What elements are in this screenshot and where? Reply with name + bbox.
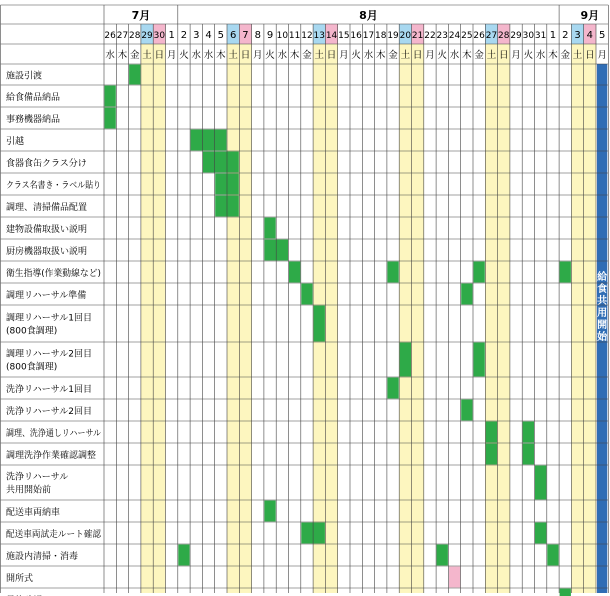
service-start-label-char: 食 xyxy=(597,284,608,295)
weekday-label: 土 xyxy=(572,50,583,61)
weekday-label: 水 xyxy=(105,50,115,61)
task-bar xyxy=(264,218,275,239)
task-bar xyxy=(191,130,227,151)
task-label: 洗浄リハーサル1回目 xyxy=(6,385,93,395)
task-label: 洗浄リハーサル xyxy=(6,472,69,483)
date-number: 30 xyxy=(522,30,535,40)
date-number: 22 xyxy=(424,30,436,40)
weekday-label: 水 xyxy=(363,50,374,61)
task-label: 開所式 xyxy=(6,574,34,584)
date-number: 31 xyxy=(534,30,547,40)
weekday-label: 月 xyxy=(339,50,349,61)
weekday-label: 木 xyxy=(289,50,300,61)
task-label: 配送車両納車 xyxy=(6,508,61,518)
service-start-label-char: 用 xyxy=(597,308,608,319)
date-number: 6 xyxy=(229,30,237,41)
date-number: 14 xyxy=(325,30,338,40)
date-number: 2 xyxy=(180,30,188,41)
date-number: 15 xyxy=(338,30,350,40)
weekend-column xyxy=(399,64,411,593)
weekday-label: 日 xyxy=(585,50,595,61)
task-bar xyxy=(400,343,411,377)
weekday-label: 火 xyxy=(351,50,361,61)
weekday-label: 月 xyxy=(166,50,177,61)
weekend-column xyxy=(571,64,583,593)
weekday-label: 木 xyxy=(375,50,386,61)
task-bar xyxy=(289,262,300,283)
month-label: 9月 xyxy=(580,9,600,22)
date-number: 4 xyxy=(205,30,212,41)
weekend-column xyxy=(239,64,251,593)
weekday-label: 水 xyxy=(191,50,202,61)
weekend-column xyxy=(153,64,165,593)
task-label: 洗浄リハーサル2回目 xyxy=(6,407,93,417)
task-label: 調理、清掃備品配置 xyxy=(6,203,88,213)
task-label: 調理リハーサル2回目 xyxy=(6,349,93,360)
task-bar xyxy=(264,501,275,522)
weekday-label: 水 xyxy=(277,50,288,61)
weekday-label: 月 xyxy=(252,50,263,61)
date-number: 21 xyxy=(411,30,424,40)
weekday-label: 日 xyxy=(240,50,251,61)
task-bar xyxy=(203,152,239,173)
date-number: 26 xyxy=(104,30,116,40)
month-label: 8月 xyxy=(359,9,378,22)
date-number: 27 xyxy=(485,30,498,40)
date-number: 13 xyxy=(313,30,325,40)
weekday-label: 金 xyxy=(129,50,140,61)
weekday-label: 水 xyxy=(535,50,546,61)
date-number: 12 xyxy=(301,30,313,40)
weekday-label: 木 xyxy=(462,50,472,61)
service-start-label-char: 始 xyxy=(597,332,608,343)
date-number: 11 xyxy=(288,30,301,40)
weekday-label: 月 xyxy=(597,50,607,61)
date-number: 1 xyxy=(549,30,557,41)
date-number: 27 xyxy=(116,30,129,40)
task-label: 配送車両試走ルート確認 xyxy=(6,530,106,540)
weekend-column xyxy=(227,64,239,593)
task-label: 調理洗浄作業確認調整 xyxy=(6,451,97,461)
service-start-label-char: 開 xyxy=(597,320,608,331)
ceremony-bar xyxy=(449,567,460,588)
date-number: 9 xyxy=(266,30,274,41)
weekend-column xyxy=(485,64,497,593)
weekday-label: 水 xyxy=(449,50,460,61)
task-label: クラス名書き・ラベル貼り xyxy=(6,181,114,191)
task-bar xyxy=(301,284,312,305)
date-number: 30 xyxy=(153,30,166,40)
weekday-label: 木 xyxy=(216,50,226,61)
month-label: 7月 xyxy=(131,9,151,22)
weekday-label: 日 xyxy=(326,50,337,61)
date-number: 2 xyxy=(562,30,569,41)
task-bar xyxy=(474,343,485,377)
task-label: 事務機器納品 xyxy=(6,115,61,125)
weekday-label: 水 xyxy=(203,50,214,61)
task-label: 調理リハーサル準備 xyxy=(6,291,87,301)
date-number: 26 xyxy=(473,30,485,40)
task-label: 厨房機器取扱い説明 xyxy=(6,247,88,257)
task-bar xyxy=(486,444,497,465)
date-number: 25 xyxy=(461,30,473,40)
weekday-label: 金 xyxy=(302,50,312,61)
date-number: 4 xyxy=(586,30,594,41)
task-bar xyxy=(105,108,116,129)
weekday-label: 火 xyxy=(437,50,448,61)
task-bar xyxy=(387,378,398,399)
task-label: 給食備品納品 xyxy=(6,93,61,103)
weekday-label: 金 xyxy=(388,50,398,61)
weekday-label: 木 xyxy=(117,50,128,61)
task-bar xyxy=(474,262,485,283)
task-label: 食器食缶クラス分け xyxy=(6,159,87,169)
date-number: 1 xyxy=(168,30,175,41)
task-label: 施設引渡 xyxy=(6,71,43,82)
date-number: 18 xyxy=(375,30,387,40)
date-number: 5 xyxy=(217,30,225,41)
task-bar xyxy=(387,262,398,283)
weekday-label: 日 xyxy=(412,50,423,61)
task-bar xyxy=(535,466,546,500)
service-start-label-char: 給 xyxy=(597,272,608,283)
task-label: (800食調理) xyxy=(6,326,58,337)
task-bar xyxy=(105,86,116,107)
date-number: 23 xyxy=(436,30,448,40)
task-bar xyxy=(178,545,189,566)
weekday-label: 金 xyxy=(560,50,571,61)
task-bar xyxy=(437,545,448,566)
task-bar xyxy=(129,65,140,85)
service-start-label-char: 共 xyxy=(597,296,608,307)
weekday-label: 日 xyxy=(154,50,165,61)
task-bar xyxy=(547,545,558,566)
task-bar xyxy=(560,262,571,283)
task-bar xyxy=(523,422,534,443)
date-number: 7 xyxy=(242,30,249,41)
weekday-label: 土 xyxy=(314,50,325,61)
date-number: 19 xyxy=(387,30,399,40)
task-label: 調理リハーサル1回目 xyxy=(6,313,93,324)
weekday-label: 月 xyxy=(511,50,521,61)
date-number: 17 xyxy=(362,30,375,40)
weekday-label: 土 xyxy=(228,50,238,61)
weekday-label: 火 xyxy=(523,50,534,61)
task-label: 調理、洗浄通しリハーサル xyxy=(6,429,114,439)
weekday-label: 火 xyxy=(265,50,275,61)
weekday-label: 木 xyxy=(548,50,558,61)
date-number: 16 xyxy=(350,30,362,40)
weekend-column xyxy=(325,64,337,593)
date-number: 3 xyxy=(574,30,581,41)
task-bar xyxy=(461,284,472,305)
date-number: 29 xyxy=(510,30,522,40)
task-bar xyxy=(314,306,325,342)
weekend-column xyxy=(141,64,153,593)
date-number: 28 xyxy=(498,30,510,40)
weekend-column xyxy=(412,64,424,593)
task-label: 引越 xyxy=(6,137,25,147)
date-number: 29 xyxy=(141,30,153,40)
date-number: 20 xyxy=(399,30,412,40)
task-bar xyxy=(461,400,472,421)
weekday-label: 土 xyxy=(400,50,411,61)
date-number: 8 xyxy=(254,30,261,41)
weekday-label: 土 xyxy=(142,50,152,61)
weekend-column xyxy=(498,64,510,593)
weekday-label: 土 xyxy=(486,50,497,61)
date-number: 3 xyxy=(193,30,200,41)
date-number: 24 xyxy=(448,30,461,40)
weekday-label: 月 xyxy=(425,50,435,61)
task-label: 建物設備取扱い説明 xyxy=(6,225,88,235)
date-number: 5 xyxy=(598,30,606,41)
task-bar xyxy=(486,422,497,443)
weekday-label: 火 xyxy=(179,50,189,61)
task-bar xyxy=(535,523,546,544)
weekday-label: 日 xyxy=(498,50,509,61)
date-number: 28 xyxy=(129,30,141,40)
task-label: (800食調理) xyxy=(6,362,58,373)
task-bar xyxy=(560,589,571,596)
task-label: 衛生指導(作業動線など) xyxy=(6,269,104,279)
weekday-label: 金 xyxy=(474,50,484,61)
weekend-column xyxy=(584,64,596,593)
date-number: 10 xyxy=(276,30,289,40)
task-label: 施設内清掃・消毒 xyxy=(6,552,79,562)
task-bar xyxy=(523,444,534,465)
task-label: 共用開始前 xyxy=(6,485,52,496)
